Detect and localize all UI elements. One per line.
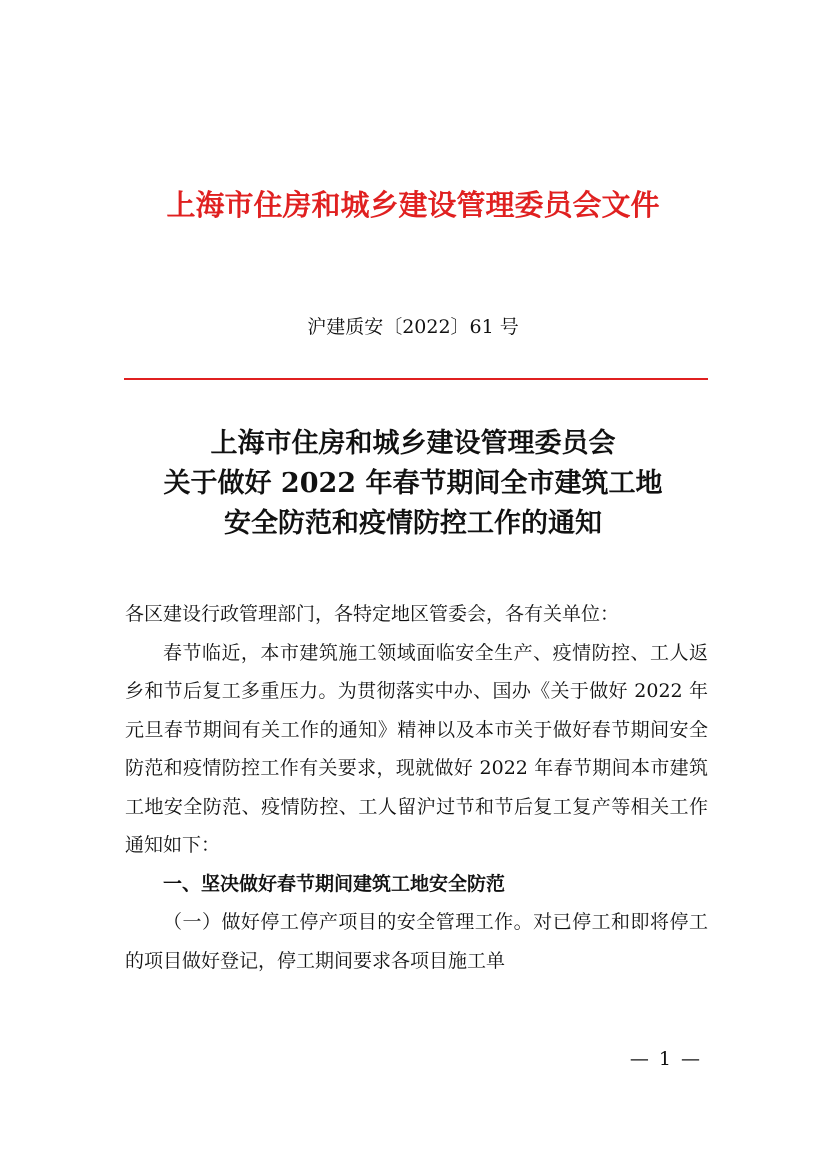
- salutation: 各区建设行政管理部门，各特定地区管委会，各有关单位：: [125, 603, 620, 625]
- title-line-1: 上海市住房和城乡建设管理委员会: [210, 428, 616, 459]
- document-title: [0, 424, 826, 544]
- document-number: 沪建质安〔2022〕61 号: [307, 316, 519, 338]
- red-divider-line: [124, 378, 708, 380]
- section-heading-1: 一、坚决做好春节期间建筑工地安全防范: [163, 872, 506, 895]
- document-body: [125, 595, 708, 980]
- page-number: — 1 —: [629, 1048, 702, 1070]
- title-line-3: 安全防范和疫情防控工作的通知: [224, 508, 602, 539]
- subsection-paragraph-1: （一）做好停工停产项目的安全管理工作。对已停工和即将停工的项目做好登记，停工期间要求各项目施工单: [125, 911, 708, 972]
- title-line-2: 关于做好 2022 年春节期间全市建筑工地: [163, 468, 663, 499]
- intro-paragraph: 春节临近，本市建筑施工领域面临安全生产、疫情防控、工人返乡和节后复工多重压力。为贯彻落实中办、国办《关于做好 2022 年元旦春节期间有关工作的通知》精神以及本市关于做好春节期间安全防范和疫情防控工作有关要求，现就做好 2022 年春节期间本市建筑工地安全防范、疫情防控、工人留沪过节和节后复工复产等相关工作通知如下：: [125, 641, 708, 856]
- issuer-header: 上海市住房和城乡建设管理委员会文件: [166, 188, 660, 222]
